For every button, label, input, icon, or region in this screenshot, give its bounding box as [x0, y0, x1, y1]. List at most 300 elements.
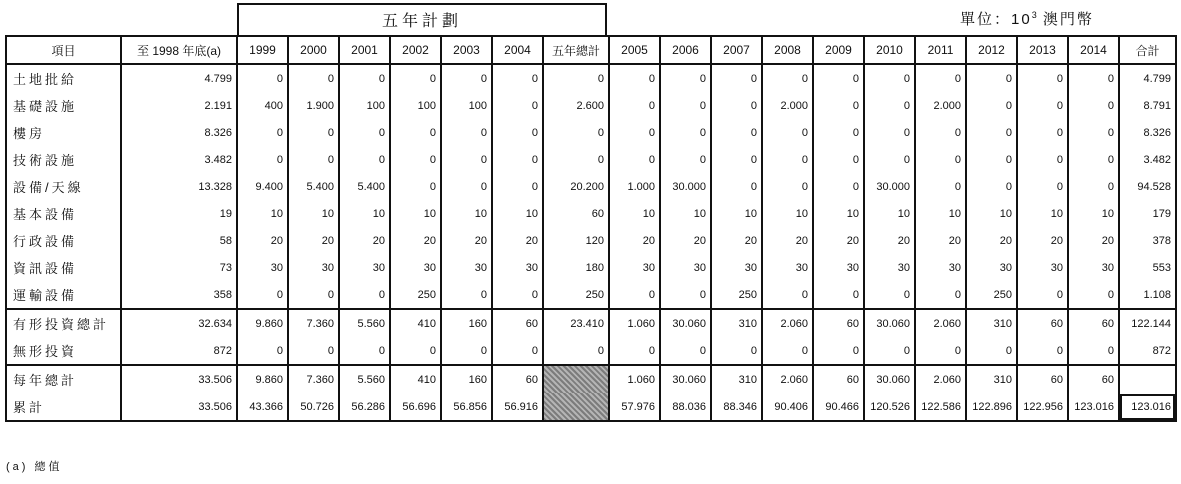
table-cell: 30 [339, 254, 390, 281]
table-cell [543, 365, 609, 393]
table-cell: 2.000 [915, 92, 966, 119]
table-cell: 1.060 [609, 309, 660, 337]
table-cell: 20.200 [543, 173, 609, 200]
table-cell: 10 [966, 200, 1017, 227]
table-cell: 0 [390, 337, 441, 365]
table-cell: 180 [543, 254, 609, 281]
table-cell: 90.466 [813, 393, 864, 421]
table-cell: 56.286 [339, 393, 390, 421]
table-cell: 10 [441, 200, 492, 227]
table-cell: 0 [237, 337, 288, 365]
table-cell [1119, 365, 1176, 393]
table-cell: 0 [864, 146, 915, 173]
table-cell: 122.896 [966, 393, 1017, 421]
table-cell: 0 [711, 173, 762, 200]
table-cell: 0 [492, 119, 543, 146]
table-cell: 0 [1017, 92, 1068, 119]
table-row [6, 281, 1176, 309]
table-cell: 0 [660, 281, 711, 309]
table-cell: 5.560 [339, 309, 390, 337]
table-cell: 32.634 [121, 309, 237, 337]
column-header: 2010 [864, 36, 915, 64]
table-cell: 0 [339, 146, 390, 173]
table-cell: 0 [339, 119, 390, 146]
table-cell: 4.799 [1119, 64, 1176, 92]
column-header: 2003 [441, 36, 492, 64]
table-cell: 20 [390, 227, 441, 254]
table-cell: 310 [711, 309, 762, 337]
table-cell: 123.016 [1119, 393, 1176, 421]
table-cell: 0 [966, 173, 1017, 200]
table-cell: 0 [1017, 64, 1068, 92]
table-cell: 10 [1068, 200, 1119, 227]
column-header: 2006 [660, 36, 711, 64]
table-cell: 8.326 [1119, 119, 1176, 146]
table-cell: 0 [441, 281, 492, 309]
table-cell: 7.360 [288, 365, 339, 393]
column-header: 2004 [492, 36, 543, 64]
table-cell: 10 [339, 200, 390, 227]
table-cell: 30 [492, 254, 543, 281]
table-cell: 10 [237, 200, 288, 227]
table-cell: 0 [1068, 119, 1119, 146]
column-header: 項目 [6, 36, 121, 64]
header-row [6, 36, 1176, 64]
table-cell: 120 [543, 227, 609, 254]
table-cell: 0 [711, 119, 762, 146]
table-cell: 20 [813, 227, 864, 254]
table-cell: 94.528 [1119, 173, 1176, 200]
table-cell: 5.400 [288, 173, 339, 200]
table-cell: 5.400 [339, 173, 390, 200]
table-cell: 60 [1068, 309, 1119, 337]
row-label: 行政設備 [6, 227, 121, 254]
table-cell: 0 [1068, 146, 1119, 173]
table-cell: 30 [966, 254, 1017, 281]
table-cell: 0 [864, 119, 915, 146]
table-cell: 0 [543, 337, 609, 365]
table-cell: 2.060 [915, 365, 966, 393]
table-cell: 30.060 [864, 309, 915, 337]
table-cell: 2.060 [762, 309, 813, 337]
table-cell: 56.696 [390, 393, 441, 421]
table-cell: 250 [390, 281, 441, 309]
table-cell: 0 [711, 92, 762, 119]
table-cell: 2.191 [121, 92, 237, 119]
table-cell: 378 [1119, 227, 1176, 254]
table-cell: 20 [762, 227, 813, 254]
table-cell: 100 [390, 92, 441, 119]
unit-exponent: 3 [1031, 10, 1037, 20]
table-cell: 10 [609, 200, 660, 227]
table-row [6, 64, 1176, 92]
table-cell: 2.600 [543, 92, 609, 119]
table-cell: 30 [762, 254, 813, 281]
table-cell: 0 [237, 146, 288, 173]
table-cell: 0 [609, 64, 660, 92]
table-cell: 90.406 [762, 393, 813, 421]
table-cell [543, 393, 609, 421]
table-body [6, 64, 1176, 421]
table-cell: 30.060 [660, 309, 711, 337]
table-cell: 20 [492, 227, 543, 254]
table-cell: 30.000 [660, 173, 711, 200]
table-cell: 2.060 [762, 365, 813, 393]
row-label: 資訊設備 [6, 254, 121, 281]
table-cell: 10 [762, 200, 813, 227]
table-cell: 0 [390, 119, 441, 146]
table-row [6, 254, 1176, 281]
table-cell: 20 [441, 227, 492, 254]
row-label: 樓房 [6, 119, 121, 146]
table-cell: 310 [966, 309, 1017, 337]
table-cell: 0 [237, 281, 288, 309]
table-cell: 0 [864, 281, 915, 309]
table-cell: 0 [543, 64, 609, 92]
investment-table [5, 35, 1177, 422]
table-cell: 7.360 [288, 309, 339, 337]
table-cell: 0 [864, 92, 915, 119]
table-cell: 410 [390, 309, 441, 337]
table-cell: 30 [660, 254, 711, 281]
table-cell: 10 [1017, 200, 1068, 227]
table-cell: 1.108 [1119, 281, 1176, 309]
column-header: 2007 [711, 36, 762, 64]
table-cell: 10 [660, 200, 711, 227]
column-header: 2005 [609, 36, 660, 64]
table-cell: 0 [660, 146, 711, 173]
table-cell: 0 [915, 173, 966, 200]
table-cell: 20 [915, 227, 966, 254]
row-label: 運輸設備 [6, 281, 121, 309]
table-cell: 0 [813, 92, 864, 119]
footnote: (a) 總值 [6, 461, 63, 473]
table-cell: 0 [813, 337, 864, 365]
table-cell: 60 [813, 309, 864, 337]
table-cell: 88.036 [660, 393, 711, 421]
column-header: 2013 [1017, 36, 1068, 64]
table-cell: 60 [1017, 309, 1068, 337]
table-cell: 0 [237, 119, 288, 146]
table-cell: 0 [390, 173, 441, 200]
table-cell: 0 [813, 173, 864, 200]
table-cell: 553 [1119, 254, 1176, 281]
column-header: 2011 [915, 36, 966, 64]
row-label: 土地批給 [6, 64, 121, 92]
row-label: 無形投資 [6, 337, 121, 365]
table-cell: 33.506 [121, 393, 237, 421]
column-header: 2001 [339, 36, 390, 64]
table-cell: 30.060 [660, 365, 711, 393]
table-cell: 0 [966, 337, 1017, 365]
table-cell: 0 [762, 119, 813, 146]
table-cell: 4.799 [121, 64, 237, 92]
table-cell: 20 [339, 227, 390, 254]
table-cell: 58 [121, 227, 237, 254]
table-cell: 358 [121, 281, 237, 309]
table-cell: 43.366 [237, 393, 288, 421]
table-cell: 9.860 [237, 365, 288, 393]
table-cell: 0 [339, 281, 390, 309]
table-cell: 0 [288, 146, 339, 173]
table-cell: 310 [711, 365, 762, 393]
table-cell: 3.482 [121, 146, 237, 173]
table-cell: 250 [543, 281, 609, 309]
table-cell: 0 [1068, 92, 1119, 119]
table-cell: 0 [762, 173, 813, 200]
row-label: 基礎設施 [6, 92, 121, 119]
table-cell: 0 [339, 64, 390, 92]
table-row [6, 393, 1176, 421]
table-cell: 400 [237, 92, 288, 119]
table-cell: 10 [711, 200, 762, 227]
table-cell: 0 [609, 119, 660, 146]
table-cell: 0 [711, 337, 762, 365]
table-cell: 250 [711, 281, 762, 309]
table-cell: 20 [711, 227, 762, 254]
table-cell: 60 [492, 309, 543, 337]
table-cell: 160 [441, 309, 492, 337]
table-cell: 10 [864, 200, 915, 227]
column-header: 2002 [390, 36, 441, 64]
table-cell: 100 [339, 92, 390, 119]
table-cell: 0 [660, 64, 711, 92]
row-label: 基本設備 [6, 200, 121, 227]
table-cell: 50.726 [288, 393, 339, 421]
column-header: 2008 [762, 36, 813, 64]
table-cell: 8.326 [121, 119, 237, 146]
table-cell: 0 [1068, 173, 1119, 200]
table-cell: 56.856 [441, 393, 492, 421]
table-cell: 30 [1017, 254, 1068, 281]
table-cell: 0 [762, 146, 813, 173]
table-cell: 0 [1017, 173, 1068, 200]
table-cell: 179 [1119, 200, 1176, 227]
table-row [6, 365, 1176, 393]
table-cell: 0 [609, 92, 660, 119]
row-label: 有形投資總計 [6, 309, 121, 337]
table-cell: 0 [813, 64, 864, 92]
unit-label [960, 8, 1094, 29]
table-cell: 250 [966, 281, 1017, 309]
table-cell: 0 [543, 119, 609, 146]
table-row [6, 309, 1176, 337]
table-cell: 60 [492, 365, 543, 393]
table-cell: 0 [609, 146, 660, 173]
table-cell: 33.506 [121, 365, 237, 393]
table-cell: 0 [441, 146, 492, 173]
table-cell: 0 [543, 146, 609, 173]
row-label: 每年總計 [6, 365, 121, 393]
table-cell: 0 [711, 64, 762, 92]
table-cell: 872 [1119, 337, 1176, 365]
table-cell: 23.410 [543, 309, 609, 337]
table-cell: 0 [1017, 337, 1068, 365]
table-cell: 9.400 [237, 173, 288, 200]
table-cell: 0 [864, 337, 915, 365]
table-cell: 20 [660, 227, 711, 254]
table-cell: 0 [966, 146, 1017, 173]
table-cell: 122.144 [1119, 309, 1176, 337]
table-cell: 0 [288, 119, 339, 146]
column-header: 至 1998 年底(a) [121, 36, 237, 64]
column-header: 2012 [966, 36, 1017, 64]
table-row [6, 146, 1176, 173]
table-cell: 0 [762, 64, 813, 92]
table-cell: 0 [492, 281, 543, 309]
column-header: 1999 [237, 36, 288, 64]
table-cell: 0 [915, 281, 966, 309]
table-cell: 0 [237, 64, 288, 92]
table-cell: 20 [1017, 227, 1068, 254]
table-cell: 0 [660, 337, 711, 365]
table-cell: 30 [864, 254, 915, 281]
table-cell: 60 [1068, 365, 1119, 393]
table-cell: 3.482 [1119, 146, 1176, 173]
table-cell: 0 [966, 92, 1017, 119]
table-cell: 100 [441, 92, 492, 119]
table-cell: 30 [441, 254, 492, 281]
table-cell: 872 [121, 337, 237, 365]
table-cell: 20 [864, 227, 915, 254]
table-cell: 0 [1017, 146, 1068, 173]
table-cell: 10 [390, 200, 441, 227]
table-cell: 0 [762, 337, 813, 365]
table-row [6, 173, 1176, 200]
table-cell: 30.060 [864, 365, 915, 393]
table-cell: 0 [441, 119, 492, 146]
table-cell: 10 [492, 200, 543, 227]
table-cell: 30 [390, 254, 441, 281]
table-cell: 56.916 [492, 393, 543, 421]
table-row [6, 92, 1176, 119]
table-cell: 1.900 [288, 92, 339, 119]
table-cell: 160 [441, 365, 492, 393]
table-cell: 0 [915, 146, 966, 173]
table-cell: 2.060 [915, 309, 966, 337]
table-cell: 8.791 [1119, 92, 1176, 119]
table-cell: 57.976 [609, 393, 660, 421]
table-cell: 88.346 [711, 393, 762, 421]
table-cell: 123.016 [1068, 393, 1119, 421]
table-cell: 0 [492, 92, 543, 119]
table-cell: 0 [441, 337, 492, 365]
column-header: 2009 [813, 36, 864, 64]
table-cell: 30 [813, 254, 864, 281]
table-cell: 0 [390, 146, 441, 173]
table-cell: 19 [121, 200, 237, 227]
table-cell: 0 [762, 281, 813, 309]
table-cell: 0 [1017, 281, 1068, 309]
table-cell: 10 [813, 200, 864, 227]
table-cell: 0 [390, 64, 441, 92]
table-cell: 0 [339, 337, 390, 365]
table-cell: 73 [121, 254, 237, 281]
row-label: 設備/天線 [6, 173, 121, 200]
table-cell: 60 [543, 200, 609, 227]
table-cell: 10 [915, 200, 966, 227]
table-cell: 0 [492, 64, 543, 92]
table-cell: 120.526 [864, 393, 915, 421]
table-cell: 20 [609, 227, 660, 254]
column-header: 五年總計 [543, 36, 609, 64]
table-cell: 30 [237, 254, 288, 281]
table-cell: 30.000 [864, 173, 915, 200]
table-cell: 410 [390, 365, 441, 393]
table-cell: 13.328 [121, 173, 237, 200]
table-cell: 1.000 [609, 173, 660, 200]
table-cell: 0 [915, 119, 966, 146]
table-cell: 0 [813, 146, 864, 173]
table-cell: 20 [966, 227, 1017, 254]
table-cell: 0 [288, 281, 339, 309]
table-cell: 0 [864, 64, 915, 92]
column-header: 2014 [1068, 36, 1119, 64]
table-row [6, 337, 1176, 365]
table-cell: 9.860 [237, 309, 288, 337]
table-cell: 0 [813, 281, 864, 309]
table-cell: 10 [288, 200, 339, 227]
table-cell: 0 [915, 64, 966, 92]
table-cell: 122.586 [915, 393, 966, 421]
table-cell: 0 [660, 92, 711, 119]
table-cell: 0 [609, 281, 660, 309]
table-cell: 20 [288, 227, 339, 254]
table-cell: 0 [441, 173, 492, 200]
table-cell: 0 [1068, 337, 1119, 365]
table-cell: 0 [966, 119, 1017, 146]
table-cell: 0 [492, 146, 543, 173]
table-cell: 0 [1068, 64, 1119, 92]
table-cell: 0 [609, 337, 660, 365]
table-cell: 0 [288, 64, 339, 92]
table-cell: 0 [1017, 119, 1068, 146]
table-cell: 30 [915, 254, 966, 281]
five-year-plan-title: 五年計劃 [381, 13, 462, 30]
row-label: 技術設施 [6, 146, 121, 173]
table-cell: 60 [813, 365, 864, 393]
table-row [6, 200, 1176, 227]
column-header: 2000 [288, 36, 339, 64]
table-cell: 0 [288, 337, 339, 365]
table-cell: 5.560 [339, 365, 390, 393]
table-cell: 1.060 [609, 365, 660, 393]
table-cell: 2.000 [762, 92, 813, 119]
row-label: 累計 [6, 393, 121, 421]
table-cell: 0 [660, 119, 711, 146]
table-cell: 310 [966, 365, 1017, 393]
table-cell: 60 [1017, 365, 1068, 393]
column-header: 合計 [1119, 36, 1176, 64]
unit-prefix: 單位：10 [960, 11, 1032, 28]
table-cell: 20 [1068, 227, 1119, 254]
table-cell: 30 [288, 254, 339, 281]
table-cell: 122.956 [1017, 393, 1068, 421]
table-cell: 0 [1068, 281, 1119, 309]
table-cell: 20 [237, 227, 288, 254]
table-cell: 0 [711, 146, 762, 173]
table-cell: 30 [1068, 254, 1119, 281]
table-cell: 0 [492, 173, 543, 200]
table-cell: 0 [915, 337, 966, 365]
table-row [6, 119, 1176, 146]
table-cell: 0 [813, 119, 864, 146]
unit-suffix: 澳門幣 [1036, 11, 1094, 28]
table-cell: 0 [492, 337, 543, 365]
table-cell: 30 [609, 254, 660, 281]
table-cell: 0 [966, 64, 1017, 92]
table-row [6, 227, 1176, 254]
